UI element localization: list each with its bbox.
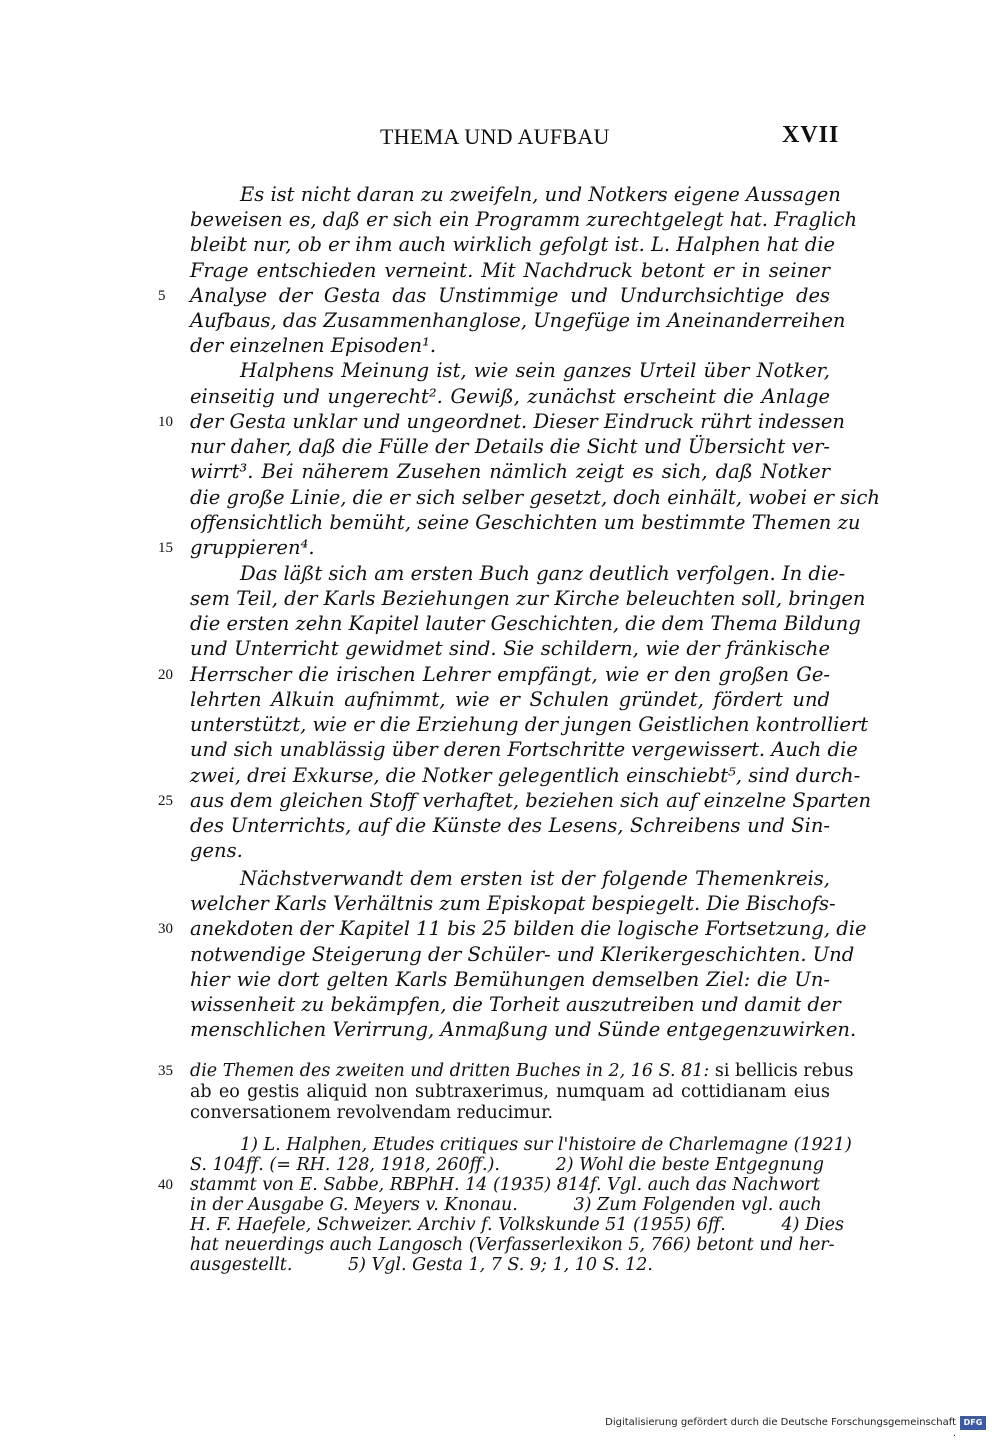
body-line: gens. [190, 839, 243, 862]
body-line: und Unterricht gewidmet sind. Sie schildern, wie der fränkische [190, 637, 830, 660]
footnote-line: H. F. Haefele, Schweizer. Archiv f. Volkskunde 51 (1955) 6ff. 4) Dies [190, 1215, 844, 1235]
running-head: THEMA UND AUFBAU [380, 124, 610, 149]
continued-note-line [190, 1060, 854, 1082]
line-number: 35 [158, 1063, 173, 1079]
body-line: einseitig und ungerecht². Gewiß, zunächst erscheint die Anlage [190, 385, 830, 408]
body-line: der einzelnen Episoden¹. [190, 334, 437, 357]
body-line: und sich unablässig über deren Fortschritte vergewissert. Auch die [190, 738, 858, 761]
continued-note-italic: die Themen des zweiten und dritten Buches in 2, 16 S. 81: [190, 1061, 710, 1081]
body-line: wissenheit zu bekämpfen, die Torheit auszutreiben und damit der [190, 993, 841, 1016]
line-number: 20 [158, 667, 173, 683]
continued-note-line: conversationem revolvendam reducimur. [190, 1103, 554, 1123]
footnote-line: 1) L. Halphen, Etudes critiques sur l'histoire de Charlemagne (1921) [240, 1135, 852, 1155]
line-number: 40 [158, 1177, 173, 1193]
line-number: 25 [158, 793, 173, 809]
body-line: des Unterrichts, auf die Künste des Lesens, Schreibens und Sin- [190, 814, 830, 837]
body-line: Nächstverwandt dem ersten ist der folgende Themenkreis, [240, 867, 830, 890]
body-line: sem Teil, der Karls Beziehungen zur Kirche beleuchten soll, bringen [190, 587, 866, 610]
dfg-logo: DFG [960, 1416, 986, 1430]
body-line: Herrscher die irischen Lehrer empfängt, wie er den großen Ge- [190, 663, 830, 686]
body-line: notwendige Steigerung der Schüler- und Klerikergeschichten. Und [190, 943, 855, 966]
body-line: welcher Karls Verhältnis zum Episkopat bespiegelt. Die Bischofs- [190, 892, 836, 915]
digitization-credit: Digitalisierung gefördert durch die Deutsche Forschungsgemeinschaft · [605, 1417, 956, 1442]
body-line: anekdoten der Kapitel 11 bis 25 bilden die logische Fortsetzung, die [190, 917, 867, 940]
continued-note-roman: si bellicis rebus [709, 1061, 854, 1081]
footnote-line: ausgestellt. 5) Vgl. Gesta 1, 7 S. 9; 1, 10 S. 12. [190, 1255, 653, 1275]
body-line: der Gesta unklar und ungeordnet. Dieser Eindruck rührt indessen [190, 410, 845, 433]
body-line: aus dem gleichen Stoff verhaftet, beziehen sich auf einzelne Sparten [190, 789, 872, 812]
body-line: Halphens Meinung ist, wie sein ganzes Urteil über Notker, [240, 359, 830, 382]
body-line: Frage entschieden verneint. Mit Nachdruck betont er in seiner [190, 259, 830, 282]
body-line: die ersten zehn Kapitel lauter Geschichten, die dem Thema Bildung [190, 612, 861, 635]
continued-note-line: ab eo gestis aliquid non subtraxerimus, numquam ad cottidianam eius [190, 1082, 830, 1102]
body-line: gruppieren⁴. [190, 536, 315, 559]
body-line: wirrt³. Bei näherem Zusehen nämlich zeigt es sich, daß Notker [190, 460, 830, 483]
body-line: Es ist nicht daran zu zweifeln, und Notkers eigene Aussagen [240, 183, 841, 206]
body-line: die große Linie, die er sich selber gesetzt, doch einhält, wobei er sich [190, 486, 880, 509]
footnote-line: hat neuerdings auch Langosch (Verfasserlexikon 5, 766) betont und her- [190, 1235, 835, 1255]
body-line: nur daher, daß die Fülle der Details die Sicht und Übersicht ver- [190, 435, 830, 458]
body-line: menschlichen Verirrung, Anmaßung und Sünde entgegenzuwirken. [190, 1018, 857, 1041]
body-line: unterstützt, wie er die Erziehung der jungen Geistlichen kontrolliert [190, 713, 869, 736]
body-line: zwei, drei Exkurse, die Notker gelegentlich einschiebt⁵, sind durch- [190, 764, 861, 787]
line-number: 5 [158, 288, 166, 304]
body-line: hier wie dort gelten Karls Bemühungen demselben Ziel: die Un- [190, 968, 830, 991]
body-line: Analyse der Gesta das Unstimmige und Undurchsichtige des [190, 284, 830, 307]
body-line: Aufbaus, das Zusammenhanglose, Ungefüge im Aneinanderreihen [190, 309, 846, 332]
footnote-line: in der Ausgabe G. Meyers v. Knonau. 3) Zum Folgenden vgl. auch [190, 1195, 822, 1215]
footnote-line: stammt von E. Sabbe, RBPhH. 14 (1935) 814f. Vgl. auch das Nachwort [190, 1175, 820, 1195]
line-number: 30 [158, 921, 173, 937]
body-line: beweisen es, daß er sich ein Programm zurechtgelegt hat. Fraglich [190, 208, 858, 231]
line-number: 10 [158, 414, 173, 430]
footnote-line: S. 104ff. (= RH. 128, 1918, 260ff.). 2) Wohl die beste Entgegnung [190, 1155, 824, 1175]
body-line: Das läßt sich am ersten Buch ganz deutlich verfolgen. In die- [240, 562, 846, 585]
body-line: lehrten Alkuin aufnimmt, wie er Schulen gründet, fördert und [190, 688, 830, 711]
page-number: XVII [782, 122, 840, 148]
body-line: offensichtlich bemüht, seine Geschichten um bestimmte Themen zu [190, 511, 861, 534]
body-line: bleibt nur, ob er ihm auch wirklich gefolgt ist. L. Halphen hat die [190, 233, 835, 256]
line-number: 15 [158, 540, 173, 556]
